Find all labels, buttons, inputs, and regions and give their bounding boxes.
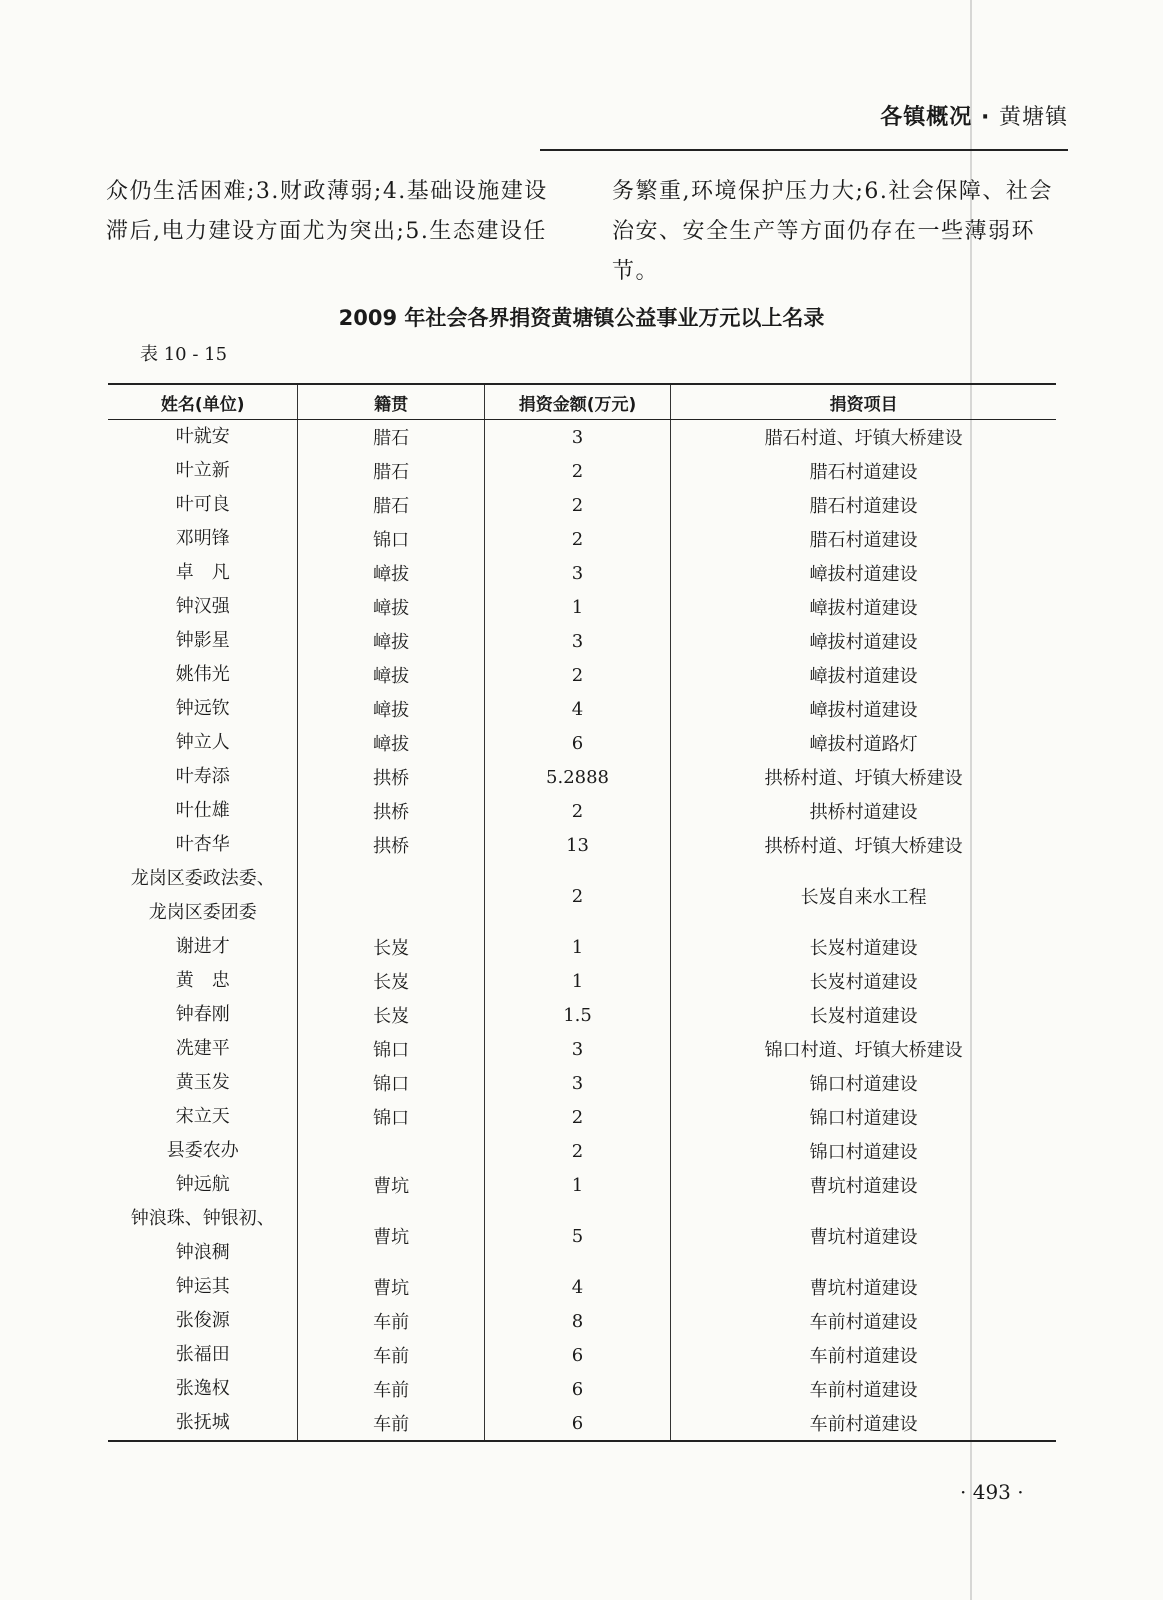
- cell-origin: 锦口: [298, 1032, 484, 1066]
- cell-origin: 拱桥: [298, 828, 484, 862]
- table-row: [108, 1100, 1056, 1134]
- cell-project: 嶂拔村道建设: [671, 658, 1056, 692]
- table-row: [108, 1372, 1056, 1406]
- table-row: [108, 964, 1056, 998]
- table-row: [108, 1338, 1056, 1372]
- name-line: 钟远钦: [175, 698, 230, 719]
- table-row: [108, 1406, 1056, 1441]
- table-row: [108, 726, 1056, 760]
- table-row: [108, 454, 1056, 488]
- cell-project: 曹坑村道建设: [671, 1270, 1056, 1304]
- cell-origin: 锦口: [298, 1100, 484, 1134]
- table-row: [108, 862, 1056, 930]
- table-title: 2009 年社会各界捐资黄塘镇公益事业万元以上名录: [338, 306, 825, 330]
- name-line: 叶立新: [175, 460, 230, 481]
- cell-amount: 6: [484, 726, 671, 760]
- table-row: [108, 930, 1056, 964]
- cell-project: 嶂拔村道建设: [671, 624, 1056, 658]
- name-line: 张福田: [175, 1344, 230, 1365]
- cell-origin: 嶂拔: [298, 624, 484, 658]
- table-row: [108, 1304, 1056, 1338]
- cell-origin: 拱桥: [298, 760, 484, 794]
- header-rule: [540, 149, 1068, 151]
- table-row: [108, 794, 1056, 828]
- cell-name: [108, 1372, 298, 1406]
- table-row: [108, 590, 1056, 624]
- name-line: 冼建平: [175, 1038, 230, 1059]
- name-line: 钟春刚: [175, 1004, 230, 1025]
- name-line: 叶就安: [175, 426, 230, 447]
- cell-amount: 2: [484, 862, 671, 930]
- cell-name: [108, 964, 298, 998]
- cell-amount: 2: [484, 658, 671, 692]
- cell-amount: 2: [484, 794, 671, 828]
- cell-name: [108, 692, 298, 726]
- table-number: 表 10 - 15: [140, 344, 228, 365]
- cell-amount: 6: [484, 1406, 671, 1441]
- page-number: · 493 ·: [960, 1480, 1024, 1504]
- cell-project: 曹坑村道建设: [671, 1202, 1056, 1270]
- name-line: 黄玉发: [175, 1072, 230, 1093]
- name-line: 姚伟光: [175, 664, 230, 685]
- table-row: [108, 658, 1056, 692]
- table-row: [108, 624, 1056, 658]
- cell-project: 腊石村道、圩镇大桥建设: [671, 420, 1056, 455]
- cell-name: [108, 1066, 298, 1100]
- cell-project: 车前村道建设: [671, 1372, 1056, 1406]
- table-row: [108, 692, 1056, 726]
- cell-amount: 2: [484, 488, 671, 522]
- table-row: [108, 1066, 1056, 1100]
- cell-origin: 腊石: [298, 488, 484, 522]
- name-line: 叶仕雄: [175, 800, 230, 821]
- cell-origin: 锦口: [298, 1066, 484, 1100]
- cell-project: 锦口村道建设: [671, 1066, 1056, 1100]
- cell-amount: 2: [484, 1100, 671, 1134]
- cell-amount: 2: [484, 1134, 671, 1168]
- name-line: 黄 忠: [175, 970, 230, 991]
- cell-amount: 3: [484, 556, 671, 590]
- name-line: 叶可良: [175, 494, 230, 515]
- name-line: 卓 凡: [175, 562, 230, 583]
- cell-amount: 1: [484, 1168, 671, 1202]
- name-line: 钟汉强: [175, 596, 230, 617]
- table-row: [108, 998, 1056, 1032]
- table-header-row: [108, 384, 1056, 420]
- cell-project: 腊石村道建设: [671, 454, 1056, 488]
- header-section: 各镇概况: [880, 105, 973, 130]
- cell-amount: 4: [484, 692, 671, 726]
- cell-name: [108, 420, 298, 455]
- table-row: [108, 1134, 1056, 1168]
- cell-project: 长岌村道建设: [671, 930, 1056, 964]
- header-town: 黄塘镇: [998, 105, 1068, 130]
- body-paragraph-right: 务繁重,环境保护压力大;6.社会保障、社会治安、安全生产等方面仍存在一些薄弱环节。: [612, 179, 1053, 284]
- cell-amount: 1: [484, 930, 671, 964]
- cell-origin: [298, 1134, 484, 1168]
- name-line: 钟浪珠、钟银初、: [130, 1208, 275, 1229]
- cell-amount: 2: [484, 522, 671, 556]
- name-line-2: 钟浪稠: [175, 1242, 230, 1263]
- cell-amount: 1: [484, 964, 671, 998]
- table-row: [108, 420, 1056, 455]
- cell-name: [108, 760, 298, 794]
- cell-project: 嶂拔村道建设: [671, 692, 1056, 726]
- name-line: 张逸权: [175, 1378, 230, 1399]
- header-separator: ·: [980, 105, 991, 130]
- cell-origin: 长岌: [298, 998, 484, 1032]
- cell-project: 锦口村道建设: [671, 1100, 1056, 1134]
- name-line: 叶寿添: [175, 766, 230, 787]
- cell-name: [108, 828, 298, 862]
- cell-project: 长岌自来水工程: [671, 862, 1056, 930]
- cell-origin: 腊石: [298, 420, 484, 455]
- cell-name: [108, 930, 298, 964]
- cell-project: 车前村道建设: [671, 1304, 1056, 1338]
- cell-origin: 曹坑: [298, 1168, 484, 1202]
- cell-origin: 嶂拔: [298, 726, 484, 760]
- table-row: [108, 1032, 1056, 1066]
- cell-name: [108, 794, 298, 828]
- cell-amount: 3: [484, 624, 671, 658]
- cell-amount: 6: [484, 1372, 671, 1406]
- cell-name: [108, 454, 298, 488]
- cell-amount: 8: [484, 1304, 671, 1338]
- table-body: [108, 420, 1056, 1442]
- table-row: [108, 1270, 1056, 1304]
- cell-amount: 3: [484, 1032, 671, 1066]
- cell-amount: 3: [484, 420, 671, 455]
- cell-name: [108, 1304, 298, 1338]
- cell-project: 嶂拔村道建设: [671, 556, 1056, 590]
- cell-origin: 长岌: [298, 930, 484, 964]
- cell-project: 拱桥村道、圩镇大桥建设: [671, 760, 1056, 794]
- cell-origin: 车前: [298, 1372, 484, 1406]
- cell-name: [108, 1168, 298, 1202]
- header-origin: 籍贯: [298, 384, 484, 420]
- cell-project: 锦口村道、圩镇大桥建设: [671, 1032, 1056, 1066]
- name-line-2: 龙岗区委团委: [148, 902, 257, 923]
- cell-name: [108, 590, 298, 624]
- cell-project: 车前村道建设: [671, 1406, 1056, 1441]
- table-row: [108, 488, 1056, 522]
- cell-amount: 5: [484, 1202, 671, 1270]
- cell-name: [108, 1406, 298, 1441]
- name-line: 谢进才: [175, 936, 230, 957]
- table-row: [108, 556, 1056, 590]
- cell-origin: 长岌: [298, 964, 484, 998]
- cell-name: [108, 488, 298, 522]
- cell-project: 拱桥村道建设: [671, 794, 1056, 828]
- cell-origin: 嶂拔: [298, 658, 484, 692]
- name-line: 钟影星: [175, 630, 230, 651]
- cell-name: [108, 1338, 298, 1372]
- cell-project: 长岌村道建设: [671, 998, 1056, 1032]
- cell-project: 锦口村道建设: [671, 1134, 1056, 1168]
- table-row: [108, 760, 1056, 794]
- table-row: [108, 1202, 1056, 1270]
- cell-origin: 曹坑: [298, 1202, 484, 1270]
- cell-origin: 嶂拔: [298, 590, 484, 624]
- cell-name: [108, 556, 298, 590]
- name-line: 叶杏华: [175, 834, 230, 855]
- cell-name: [108, 862, 298, 930]
- cell-origin: 车前: [298, 1338, 484, 1372]
- table-row: [108, 828, 1056, 862]
- cell-amount: 13: [484, 828, 671, 862]
- cell-project: 车前村道建设: [671, 1338, 1056, 1372]
- cell-origin: [298, 862, 484, 930]
- cell-name: [108, 998, 298, 1032]
- cell-name: [108, 522, 298, 556]
- name-line: 钟立人: [175, 732, 230, 753]
- cell-name: [108, 1100, 298, 1134]
- cell-amount: 1.5: [484, 998, 671, 1032]
- body-paragraph-left: 众仍生活困难;3.财政薄弱;4.基础设施建设滞后,电力建设方面尤为突出;5.生态建设任: [106, 179, 548, 244]
- name-line: 钟远航: [175, 1174, 230, 1195]
- cell-origin: 车前: [298, 1304, 484, 1338]
- name-line: 钟运其: [175, 1276, 230, 1297]
- cell-origin: 嶂拔: [298, 692, 484, 726]
- cell-amount: 2: [484, 454, 671, 488]
- cell-amount: 3: [484, 1066, 671, 1100]
- cell-amount: 6: [484, 1338, 671, 1372]
- cell-name: [108, 624, 298, 658]
- cell-project: 曹坑村道建设: [671, 1168, 1056, 1202]
- cell-project: 腊石村道建设: [671, 488, 1056, 522]
- cell-project: 拱桥村道、圩镇大桥建设: [671, 828, 1056, 862]
- cell-origin: 腊石: [298, 454, 484, 488]
- name-line: 邓明锋: [175, 528, 230, 549]
- cell-origin: 曹坑: [298, 1270, 484, 1304]
- cell-name: [108, 1270, 298, 1304]
- cell-origin: 嶂拔: [298, 556, 484, 590]
- table-row: [108, 522, 1056, 556]
- name-line: 张俊源: [175, 1310, 230, 1331]
- cell-name: [108, 1032, 298, 1066]
- name-line: 张抚城: [175, 1412, 230, 1433]
- cell-origin: 车前: [298, 1406, 484, 1441]
- cell-project: 腊石村道建设: [671, 522, 1056, 556]
- header-project: 捐资项目: [671, 384, 1056, 420]
- header-name: 姓名(单位): [108, 384, 298, 420]
- cell-name: [108, 1202, 298, 1270]
- cell-project: 嶂拔村道路灯: [671, 726, 1056, 760]
- cell-name: [108, 658, 298, 692]
- cell-amount: 4: [484, 1270, 671, 1304]
- cell-name: [108, 1134, 298, 1168]
- cell-amount: 1: [484, 590, 671, 624]
- name-line: 县委农办: [166, 1140, 239, 1161]
- donor-table: [108, 383, 1056, 1442]
- header-amount: 捐资金额(万元): [484, 384, 671, 420]
- table-row: [108, 1168, 1056, 1202]
- name-line: 龙岗区委政法委、: [130, 868, 275, 889]
- cell-amount: 5.2888: [484, 760, 671, 794]
- cell-project: 嶂拔村道建设: [671, 590, 1056, 624]
- name-line: 宋立天: [175, 1106, 230, 1127]
- cell-project: 长岌村道建设: [671, 964, 1056, 998]
- cell-origin: 拱桥: [298, 794, 484, 828]
- cell-name: [108, 726, 298, 760]
- cell-origin: 锦口: [298, 522, 484, 556]
- running-header: [540, 100, 1068, 131]
